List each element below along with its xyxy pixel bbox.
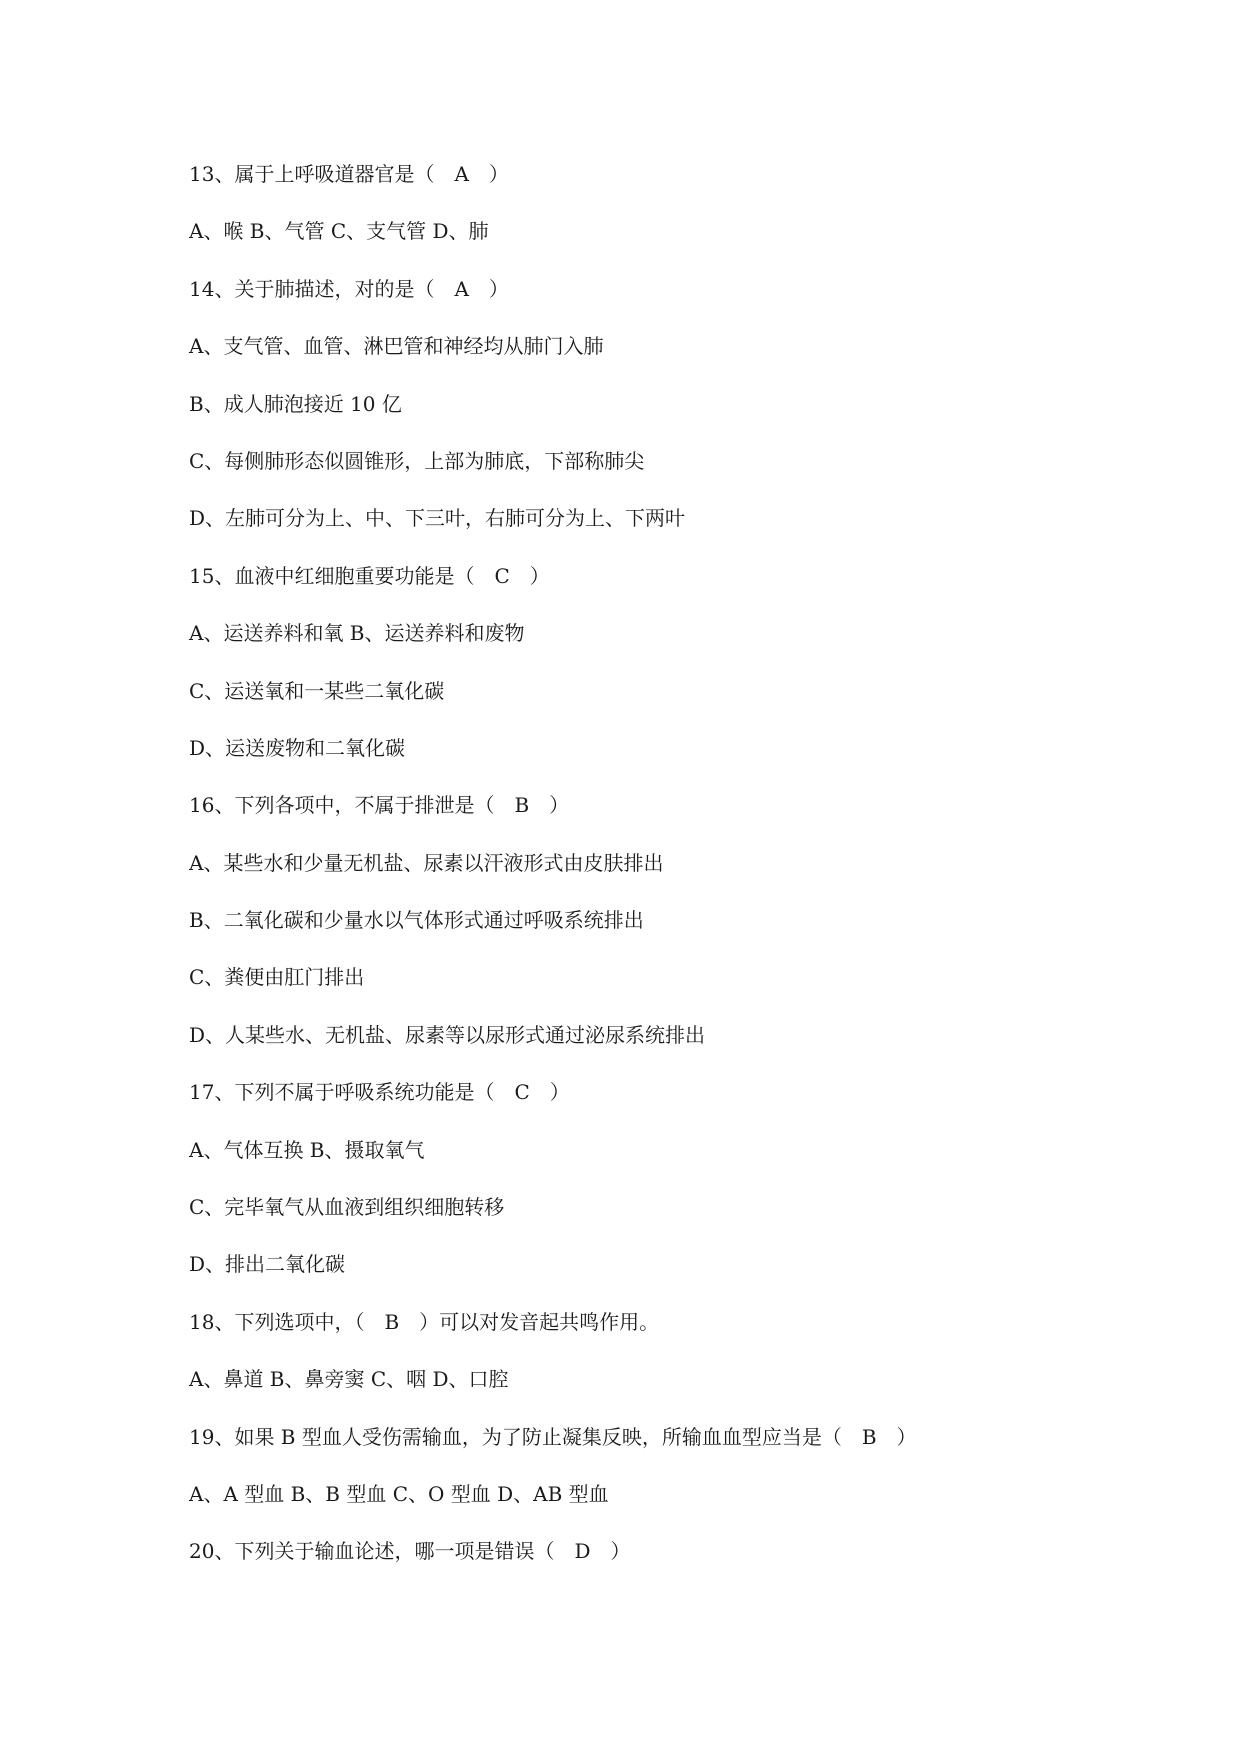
question-19-stem: 19、如果 B 型血人受伤需输血，为了防止凝集反映，所输血血型应当是（ B ） xyxy=(189,1424,917,1449)
question-13-options: A、喉 B、气管 C、支气管 D、肺 xyxy=(189,219,489,244)
question-18-options: A、鼻道 B、鼻旁窦 C、咽 D、口腔 xyxy=(189,1367,509,1392)
question-14-option-b: B、成人肺泡接近 10 亿 xyxy=(189,391,402,416)
question-16-stem: 16、下列各项中，不属于排泄是（ B ） xyxy=(189,793,570,818)
question-15-option-ab: A、运送养料和氧 B、运送养料和废物 xyxy=(189,621,525,646)
question-13-stem: 13、属于上呼吸道器官是（ A ） xyxy=(189,162,509,186)
question-17-option-d: D、排出二氧化碳 xyxy=(189,1252,346,1277)
question-16-option-d: D、人某些水、无机盐、尿素等以尿形式通过泌尿系统排出 xyxy=(189,1022,706,1047)
question-17-stem: 17、下列不属于呼吸系统功能是（ C ） xyxy=(189,1080,570,1105)
question-20-stem: 20、下列关于输血论述，哪一项是错误（ D ） xyxy=(189,1539,631,1564)
question-14-option-a: A、支气管、血管、淋巴管和神经均从肺门入肺 xyxy=(189,334,604,359)
question-14-option-d: D、左肺可分为上、中、下三叶，右肺可分为上、下两叶 xyxy=(189,506,686,531)
question-16-option-b: B、二氧化碳和少量水以气体形式通过呼吸系统排出 xyxy=(189,908,644,933)
question-15-option-d: D、运送废物和二氧化碳 xyxy=(189,735,406,760)
question-14-option-c: C、每侧肺形态似圆锥形，上部为肺底，下部称肺尖 xyxy=(189,448,645,473)
question-17-option-ab: A、气体互换 B、摄取氧气 xyxy=(189,1137,425,1162)
question-17-option-c: C、完毕氧气从血液到组织细胞转移 xyxy=(189,1195,505,1220)
question-15-option-c: C、运送氧和一某些二氧化碳 xyxy=(189,678,445,703)
question-16-option-a: A、某些水和少量无机盐、尿素以汗液形式由皮肤排出 xyxy=(189,850,664,875)
question-14-stem: 14、关于肺描述，对的是（ A ） xyxy=(189,276,509,301)
question-19-options: A、A 型血 B、B 型血 C、O 型血 D、AB 型血 xyxy=(189,1481,609,1506)
question-15-stem: 15、血液中红细胞重要功能是（ C ） xyxy=(189,563,550,588)
question-18-stem: 18、下列选项中，（ B ）可以对发音起共鸣作用。 xyxy=(189,1309,660,1334)
question-16-option-c: C、粪便由肛门排出 xyxy=(189,965,365,990)
question-list xyxy=(189,158,1189,1593)
